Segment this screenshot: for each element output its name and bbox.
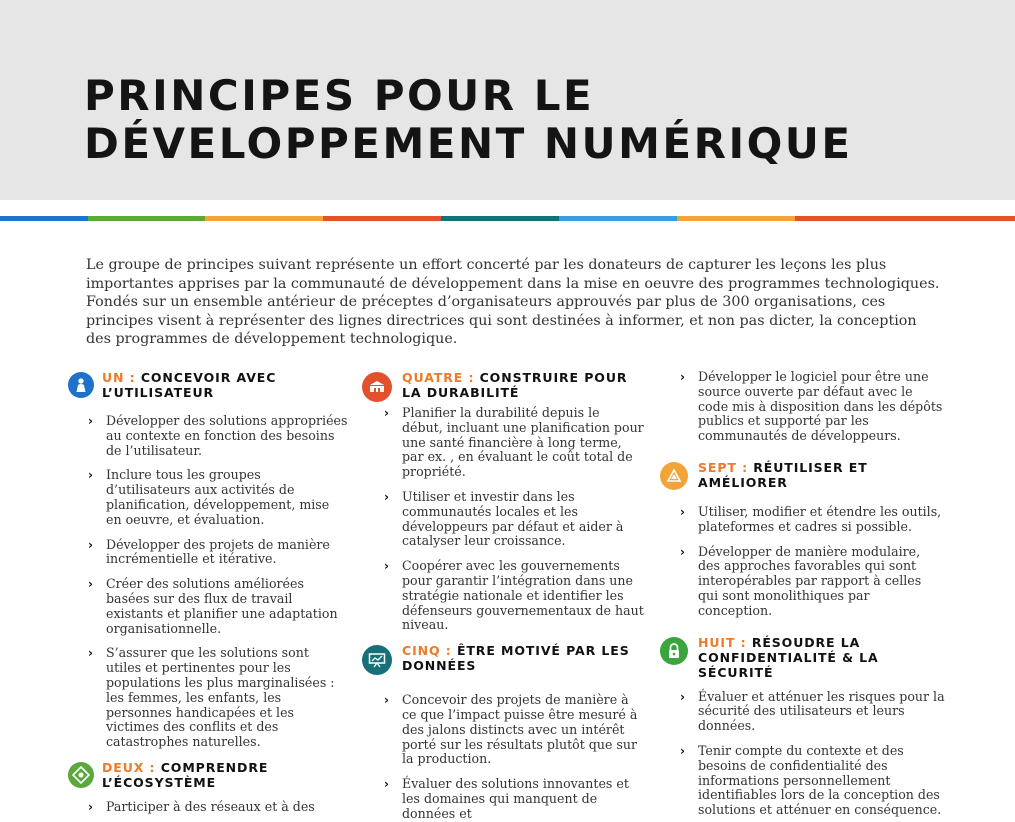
section-sept	[660, 460, 945, 619]
section-number: DEUX :	[102, 759, 156, 775]
section-huit	[660, 635, 945, 818]
section-heading	[698, 635, 945, 680]
section-six-continued	[660, 370, 945, 444]
section-un	[68, 370, 348, 750]
chevron-right-icon: ›	[88, 646, 93, 661]
bullet-list	[88, 413, 348, 750]
bullet-list	[680, 688, 945, 818]
person-icon	[68, 372, 94, 398]
ecosystem-icon	[68, 762, 94, 788]
chevron-right-icon: ›	[680, 689, 685, 704]
list-item: › Planifier la durabilité depuis le début, incluant une planification pour une santé financière à long terme, par ex. , en évaluant le coût total de propriété.	[384, 405, 644, 480]
list-item: › Concevoir des projets de manière à ce que l’impact puisse être mesuré à des jalons distincts avec un intérêt porté sur les résultats plutôt que sur la production.	[384, 692, 638, 767]
stripe-segment	[0, 216, 88, 221]
column-3	[660, 370, 945, 818]
section-title: CONSTRUIRE POUR LA DURABILITÉ	[402, 370, 628, 400]
bullet-list	[384, 405, 644, 633]
stripe-segment	[795, 216, 1015, 221]
list-item: › Développer des solutions appropriées au contexte en fonction des besoins de l’utilisateur.	[88, 413, 348, 458]
bullet-list	[88, 798, 348, 815]
stripe-segment	[88, 216, 205, 221]
bullet-list	[680, 369, 945, 444]
section-title: RÉSOUDRE LA CONFIDENTIALITÉ & LA SÉCURITÉ	[698, 634, 879, 680]
color-stripe	[0, 216, 1015, 221]
chevron-right-icon: ›	[384, 559, 389, 574]
column-2	[362, 370, 644, 822]
section-heading	[402, 643, 644, 673]
section-number: CINQ :	[402, 643, 452, 659]
list-item: › Développer de manière modulaire, des approches favorables qui sont interopérables par rapport à celles qui sont monolithiques par conception.	[680, 543, 922, 618]
lock-icon	[660, 637, 688, 665]
section-title: COMPRENDRE L’ÉCOSYSTÈME	[102, 759, 269, 790]
chevron-right-icon: ›	[680, 743, 685, 758]
chevron-right-icon: ›	[680, 544, 685, 559]
chevron-right-icon: ›	[88, 414, 93, 428]
list-item: › S’assurer que les solutions sont utiles et pertinentes pour les populations les plus marginalisées : les femmes, les enfants, les personnes handicapées et les victimes des conflits et des catastrophes naturelles.	[88, 645, 335, 750]
list-item: › Utiliser, modifier et étendre les outils, plateformes et cadres si possible.	[680, 503, 942, 534]
chevron-right-icon: ›	[88, 537, 93, 552]
section-heading	[102, 370, 348, 400]
stripe-segment	[323, 216, 441, 221]
column-1	[68, 370, 348, 815]
list-item: › Utiliser et investir dans les communautés locales et les développeurs par défaut et aider à catalyser leur croissance.	[384, 488, 624, 549]
chevron-right-icon: ›	[384, 489, 389, 504]
bullet-list	[384, 692, 644, 821]
chevron-right-icon: ›	[384, 406, 389, 420]
section-heading	[698, 460, 945, 490]
chevron-right-icon: ›	[88, 577, 93, 592]
section-deux	[68, 760, 348, 815]
chevron-right-icon: ›	[680, 504, 685, 519]
recycle-icon	[660, 462, 688, 490]
section-number: UN :	[102, 370, 136, 385]
section-heading	[402, 370, 644, 400]
list-item: › Créer des solutions améliorées basées sur des flux de travail existants et planifier une adaptation organisationnelle.	[88, 576, 338, 636]
chevron-right-icon: ›	[384, 777, 389, 792]
section-number: QUATRE :	[402, 370, 475, 385]
section-cinq	[362, 643, 644, 821]
list-item: › Coopérer avec les gouvernements pour garantir l’intégration dans une stratégie nationale et identifier les défenseurs gouvernementaux de haut niveau.	[384, 558, 644, 633]
list-item: › Développer le logiciel pour être une source ouverte par défaut avec le code mis à disposition dans les dépôts publics et supporté par les communautés de développeurs.	[680, 369, 943, 444]
chevron-right-icon: ›	[680, 370, 685, 384]
section-title: RÉUTILISER ET AMÉLIORER	[698, 459, 868, 490]
list-item: › Développer des projets de manière incrémentielle et itérative.	[88, 536, 330, 567]
intro-paragraph: Le groupe de principes suivant représente un effort concerté par les donateurs de capturer les leçons les plus importantes apprises par la communauté de développement dans la mise en oeuvre des programmes technologiques. Fondés sur un ensemble antérieur de préceptes d’organisateurs approuvés par plus de 300 organisations, ces principes visent à représenter des lignes directrices qui sont destinées à informer, et non pas dicter, la conception des programmes de développement technologique.	[86, 257, 940, 348]
stripe-segment	[441, 216, 559, 221]
title-line-2: DÉVELOPPEMENT NUMÉRIQUE	[84, 119, 853, 168]
section-number: HUIT :	[698, 634, 747, 650]
section-title: ÊTRE MOTIVÉ PAR LES DONNÉES	[402, 643, 630, 674]
list-item: › Évaluer et atténuer les risques pour la sécurité des utilisateurs et leurs données.	[680, 688, 945, 734]
section-title: CONCEVOIR AVEC L’UTILISATEUR	[102, 370, 277, 400]
stripe-segment	[677, 216, 795, 221]
section-heading	[102, 760, 348, 790]
stripe-segment	[559, 216, 677, 221]
chevron-right-icon: ›	[88, 799, 93, 814]
page-title	[84, 72, 853, 168]
list-item: › Participer à des réseaux et à des	[88, 798, 315, 814]
list-item: › Tenir compte du contexte et des besoins de confidentialité des informations personnellement identifiables lors de la conception des solutions et atténuer en conséquence.	[680, 742, 942, 818]
bullet-list	[680, 503, 945, 619]
building-icon	[362, 372, 392, 402]
title-line-1: PRINCIPES POUR LE	[84, 71, 595, 120]
header-band	[0, 0, 1015, 200]
list-item: › Inclure tous les groupes d’utilisateurs aux activités de planification, développement, mise en oeuvre, et évaluation.	[88, 467, 330, 527]
section-quatre	[362, 370, 644, 633]
list-item: › Évaluer des solutions innovantes et les domaines qui manquent de données et	[384, 776, 629, 821]
chevron-right-icon: ›	[88, 468, 93, 483]
chevron-right-icon: ›	[384, 693, 389, 708]
section-number: SEPT :	[698, 459, 748, 475]
stripe-segment	[205, 216, 323, 221]
presentation-chart-icon	[362, 645, 392, 675]
